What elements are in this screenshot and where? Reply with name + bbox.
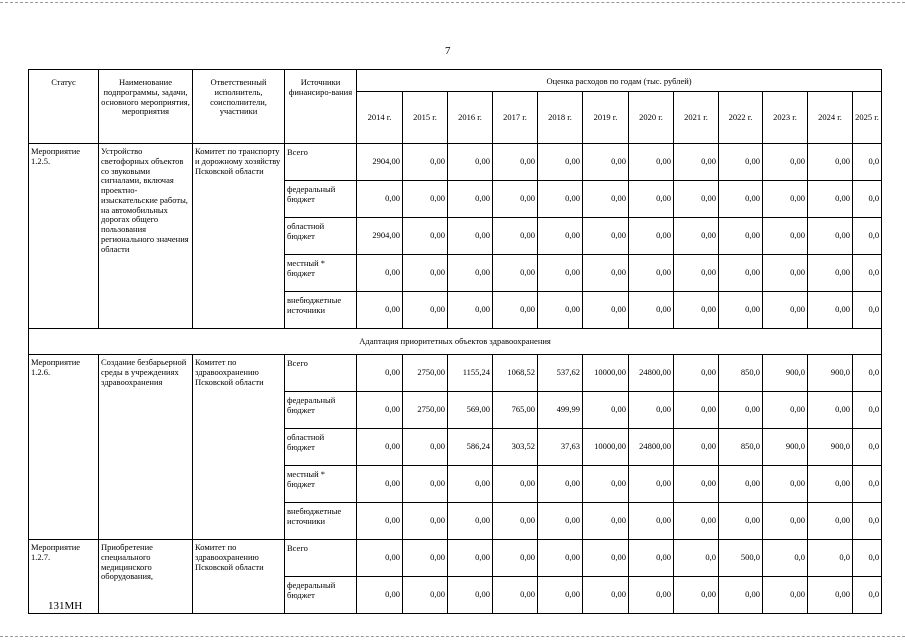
value-cell: 0,00 (493, 144, 538, 181)
value-cell: 900,0 (808, 355, 853, 392)
value-cell: 0,00 (808, 466, 853, 503)
value-cell: 586,24 (448, 429, 493, 466)
value-cell: 0,00 (583, 540, 629, 577)
value-cell: 0,0 (853, 577, 882, 614)
value-cell: 0,00 (719, 577, 763, 614)
value-cell: 0,00 (493, 466, 538, 503)
source-cell: федеральный бюджет (285, 392, 357, 429)
value-cell: 0,00 (674, 255, 719, 292)
value-cell: 0,00 (493, 540, 538, 577)
source-cell: Всего (285, 355, 357, 392)
value-cell: 0,00 (719, 255, 763, 292)
value-cell: 0,0 (853, 292, 882, 329)
source-cell: внебюджетные источники (285, 292, 357, 329)
value-cell: 0,00 (583, 292, 629, 329)
value-cell: 0,00 (538, 577, 583, 614)
responsible-cell: Комитет по здравоохранению Псковской области (193, 355, 285, 540)
value-cell: 0,00 (448, 503, 493, 540)
year-header: 2015 г. (403, 92, 448, 144)
year-header: 2021 г. (674, 92, 719, 144)
year-header: 2025 г. (853, 92, 882, 144)
value-cell: 0,00 (674, 503, 719, 540)
value-cell: 10000,00 (583, 429, 629, 466)
value-cell: 0,00 (403, 181, 448, 218)
value-cell: 0,00 (763, 392, 808, 429)
header-name: Наименование подпрограммы, задачи, основного мероприятия, мероприятия (99, 70, 193, 144)
value-cell: 0,0 (763, 540, 808, 577)
value-cell: 0,00 (538, 255, 583, 292)
value-cell: 0,00 (403, 466, 448, 503)
value-cell: 0,00 (357, 392, 403, 429)
value-cell: 0,00 (538, 144, 583, 181)
value-cell: 0,00 (403, 255, 448, 292)
value-cell: 0,00 (629, 292, 674, 329)
value-cell: 0,00 (719, 392, 763, 429)
status-cell: Мероприятие 1.2.7. (29, 540, 99, 614)
value-cell: 0,0 (853, 255, 882, 292)
value-cell: 0,00 (357, 503, 403, 540)
value-cell: 0,00 (448, 466, 493, 503)
value-cell: 0,00 (808, 503, 853, 540)
value-cell: 2904,00 (357, 144, 403, 181)
value-cell: 0,00 (629, 392, 674, 429)
year-header: 2014 г. (357, 92, 403, 144)
value-cell: 0,00 (629, 181, 674, 218)
value-cell: 0,00 (719, 292, 763, 329)
value-cell: 0,0 (853, 429, 882, 466)
value-cell: 0,00 (629, 255, 674, 292)
value-cell: 0,00 (719, 181, 763, 218)
value-cell: 2750,00 (403, 392, 448, 429)
header-estimate: Оценка расходов по годам (тыс. рублей) (357, 70, 882, 92)
value-cell: 850,0 (719, 429, 763, 466)
year-header: 2022 г. (719, 92, 763, 144)
value-cell: 0,0 (853, 218, 882, 255)
value-cell: 0,00 (448, 540, 493, 577)
value-cell: 0,00 (583, 577, 629, 614)
expense-table (28, 69, 882, 614)
value-cell: 0,00 (493, 218, 538, 255)
year-header: 2017 г. (493, 92, 538, 144)
value-cell: 0,0 (674, 540, 719, 577)
value-cell: 0,00 (403, 577, 448, 614)
value-cell: 0,00 (538, 181, 583, 218)
value-cell: 0,00 (629, 540, 674, 577)
table-row (29, 540, 882, 577)
value-cell: 24800,00 (629, 429, 674, 466)
value-cell: 0,00 (629, 577, 674, 614)
name-cell: Приобретение специального медицинского оборудования, (99, 540, 193, 614)
value-cell: 0,00 (357, 429, 403, 466)
value-cell: 0,00 (538, 540, 583, 577)
value-cell: 0,00 (808, 218, 853, 255)
value-cell: 0,00 (808, 144, 853, 181)
value-cell: 0,00 (448, 218, 493, 255)
value-cell: 0,00 (538, 466, 583, 503)
value-cell: 537,62 (538, 355, 583, 392)
responsible-cell: Комитет по здравоохранению Псковской области (193, 540, 285, 614)
value-cell: 0,00 (403, 292, 448, 329)
value-cell: 0,00 (763, 255, 808, 292)
value-cell: 499,99 (538, 392, 583, 429)
value-cell: 0,00 (763, 466, 808, 503)
value-cell: 0,0 (853, 503, 882, 540)
value-cell: 0,00 (808, 181, 853, 218)
value-cell: 0,00 (674, 144, 719, 181)
value-cell: 0,00 (719, 466, 763, 503)
value-cell: 0,0 (853, 144, 882, 181)
year-header: 2023 г. (763, 92, 808, 144)
year-header: 2024 г. (808, 92, 853, 144)
page-number: 7 (445, 45, 451, 57)
value-cell: 2750,00 (403, 355, 448, 392)
value-cell: 0,00 (403, 503, 448, 540)
value-cell: 0,00 (448, 144, 493, 181)
value-cell: 0,00 (448, 292, 493, 329)
value-cell: 0,00 (357, 355, 403, 392)
year-header: 2018 г. (538, 92, 583, 144)
value-cell: 569,00 (448, 392, 493, 429)
year-header: 2016 г. (448, 92, 493, 144)
value-cell: 0,00 (583, 503, 629, 540)
value-cell: 0,0 (808, 540, 853, 577)
value-cell: 0,00 (538, 218, 583, 255)
header-status: Статус (29, 70, 99, 144)
value-cell: 0,00 (674, 466, 719, 503)
value-cell: 0,00 (493, 503, 538, 540)
value-cell: 0,00 (403, 429, 448, 466)
value-cell: 0,00 (583, 144, 629, 181)
value-cell: 0,00 (629, 144, 674, 181)
value-cell: 0,00 (763, 218, 808, 255)
value-cell: 0,00 (583, 181, 629, 218)
value-cell: 0,00 (719, 144, 763, 181)
value-cell: 0,00 (493, 577, 538, 614)
source-cell: федеральный бюджет (285, 181, 357, 218)
value-cell: 10000,00 (583, 355, 629, 392)
value-cell: 0,00 (719, 218, 763, 255)
value-cell: 0,0 (853, 540, 882, 577)
section-title: Адаптация приоритетных объектов здравоохранения (29, 329, 882, 355)
value-cell: 0,00 (719, 503, 763, 540)
value-cell: 24800,00 (629, 355, 674, 392)
value-cell: 0,00 (629, 218, 674, 255)
value-cell: 900,0 (763, 355, 808, 392)
value-cell: 0,00 (583, 218, 629, 255)
header-sources: Источники финансиро-вания (285, 70, 357, 144)
table-row (29, 355, 882, 392)
value-cell: 0,0 (853, 392, 882, 429)
value-cell: 0,00 (357, 466, 403, 503)
value-cell: 0,00 (493, 181, 538, 218)
value-cell: 0,00 (629, 503, 674, 540)
value-cell: 0,00 (763, 292, 808, 329)
value-cell: 0,00 (629, 466, 674, 503)
source-cell: Всего (285, 144, 357, 181)
header-responsible: Ответственный исполнитель, соисполнители, участники (193, 70, 285, 144)
footer-code: 131МН (48, 600, 83, 612)
value-cell: 0,0 (853, 181, 882, 218)
source-cell: областной бюджет (285, 218, 357, 255)
source-cell: местный * бюджет (285, 466, 357, 503)
source-cell: областной бюджет (285, 429, 357, 466)
year-header: 2019 г. (583, 92, 629, 144)
value-cell: 0,00 (493, 292, 538, 329)
value-cell: 0,00 (763, 144, 808, 181)
value-cell: 303,52 (493, 429, 538, 466)
value-cell: 0,00 (583, 392, 629, 429)
value-cell: 37,63 (538, 429, 583, 466)
value-cell: 0,00 (403, 540, 448, 577)
value-cell: 0,00 (763, 181, 808, 218)
value-cell: 0,00 (493, 255, 538, 292)
value-cell: 1068,52 (493, 355, 538, 392)
value-cell: 0,00 (674, 292, 719, 329)
value-cell: 0,00 (674, 429, 719, 466)
source-cell: внебюджетные источники (285, 503, 357, 540)
source-cell: местный * бюджет (285, 255, 357, 292)
value-cell: 0,00 (674, 181, 719, 218)
value-cell: 0,00 (448, 255, 493, 292)
value-cell: 850,0 (719, 355, 763, 392)
status-cell: Мероприятие 1.2.5. (29, 144, 99, 329)
value-cell: 0,00 (674, 577, 719, 614)
value-cell: 0,00 (357, 255, 403, 292)
value-cell: 0,00 (538, 292, 583, 329)
value-cell: 0,00 (674, 392, 719, 429)
status-cell: Мероприятие 1.2.6. (29, 355, 99, 540)
name-cell: Устройство светофорных объектов со звуковыми сигналами, включая проектно-изыскательские работы, на автомобильных дорогах общего пользования регионального значения области (99, 144, 193, 329)
year-header: 2020 г. (629, 92, 674, 144)
value-cell: 0,00 (403, 144, 448, 181)
table-row (29, 144, 882, 181)
section-row (29, 329, 882, 355)
source-cell: федеральный бюджет (285, 577, 357, 614)
value-cell: 0,00 (808, 577, 853, 614)
value-cell: 2904,00 (357, 218, 403, 255)
value-cell: 0,00 (763, 503, 808, 540)
value-cell: 0,00 (583, 466, 629, 503)
value-cell: 0,00 (448, 577, 493, 614)
value-cell: 0,00 (583, 255, 629, 292)
value-cell: 0,00 (357, 292, 403, 329)
value-cell: 0,00 (448, 181, 493, 218)
value-cell: 0,00 (763, 577, 808, 614)
value-cell: 0,0 (853, 355, 882, 392)
value-cell: 765,00 (493, 392, 538, 429)
value-cell: 0,00 (674, 355, 719, 392)
value-cell: 0,00 (357, 577, 403, 614)
value-cell: 0,0 (853, 466, 882, 503)
value-cell: 0,00 (357, 181, 403, 218)
value-cell: 500,0 (719, 540, 763, 577)
value-cell: 1155,24 (448, 355, 493, 392)
value-cell: 0,00 (403, 218, 448, 255)
value-cell: 900,0 (808, 429, 853, 466)
value-cell: 0,00 (538, 503, 583, 540)
value-cell: 0,00 (674, 218, 719, 255)
responsible-cell: Комитет по транспорту и дорожному хозяйству Псковской области (193, 144, 285, 329)
value-cell: 0,00 (357, 540, 403, 577)
source-cell: Всего (285, 540, 357, 577)
value-cell: 900,0 (763, 429, 808, 466)
value-cell: 0,00 (808, 392, 853, 429)
value-cell: 0,00 (808, 255, 853, 292)
name-cell: Создание безбарьерной среды в учреждениях здравоохранения (99, 355, 193, 540)
value-cell: 0,00 (808, 292, 853, 329)
